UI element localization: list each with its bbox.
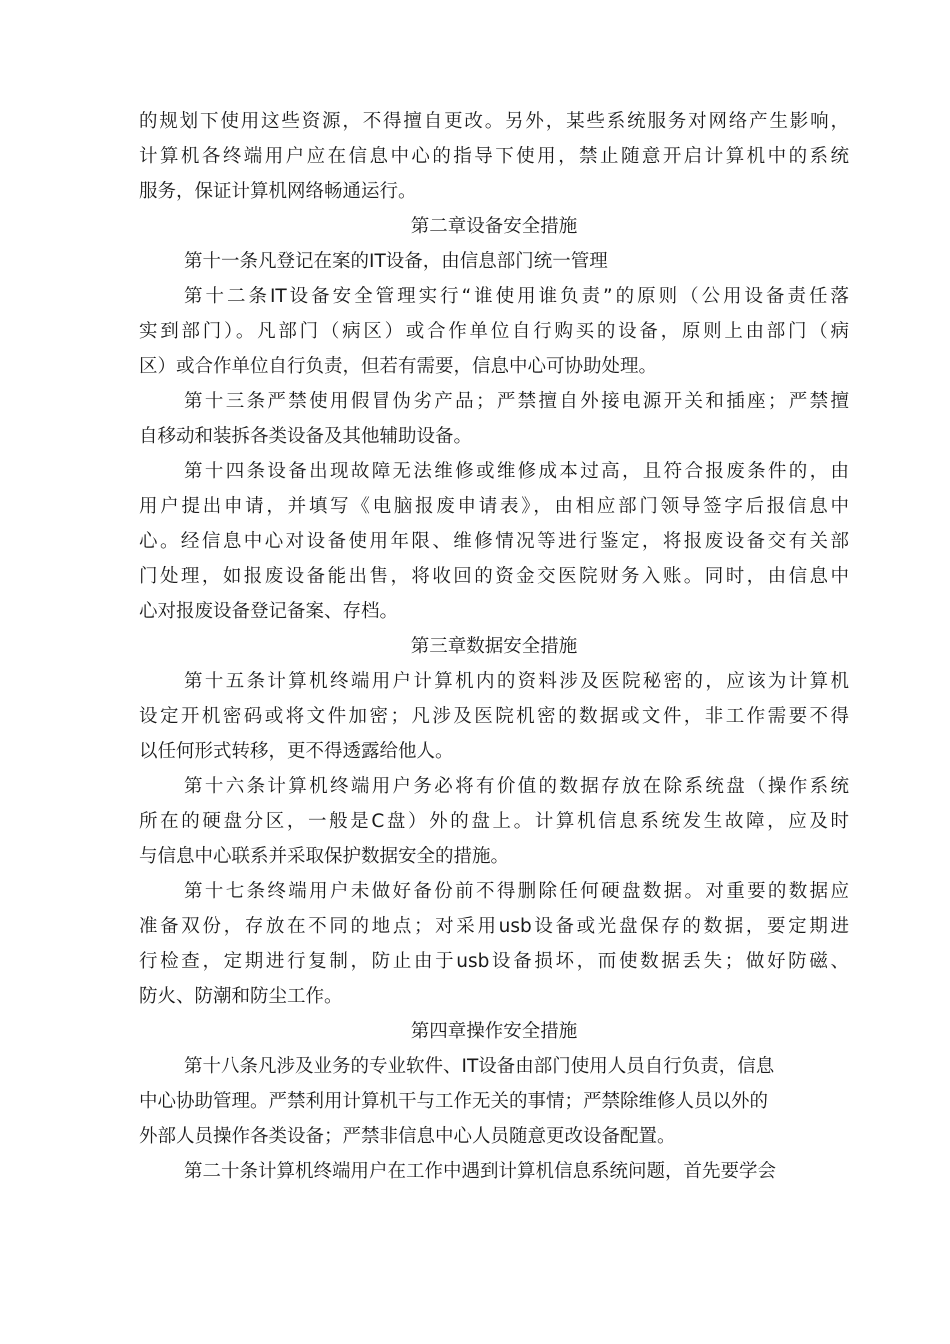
paragraph-line: 自移动和装拆各类设备及其他辅助设备。	[139, 426, 473, 447]
article-line: 第二十条计算机终端用户在工作中遇到计算机信息系统问题，首先要学会	[184, 1161, 777, 1182]
paragraph-line: 门处理，如报废设备能出售，将收回的资金交医院财务入账。同时，由信息中	[139, 566, 849, 587]
paragraph-line: 心对报废设备登记备案、存档。	[139, 601, 399, 622]
paragraph-line: 行检查，定期进行复制，防止由于usb设备损坏，而使数据丢失；做好防磁、	[139, 951, 849, 972]
paragraph-line: 与信息中心联系并采取保护数据安全的措施。	[139, 846, 510, 867]
article-line: 第十一条凡登记在案的IT设备，由信息部门统一管理	[184, 251, 608, 272]
paragraph-line: 中心协助管理。严禁利用计算机干与工作无关的事情；严禁除维修人员以外的	[139, 1091, 769, 1112]
paragraph-line: 心。经信息中心对设备使用年限、维修情况等进行鉴定，将报废设备交有关部	[139, 531, 849, 552]
article-line: 第十七条终端用户未做好备份前不得删除任何硬盘数据。对重要的数据应	[184, 881, 849, 902]
paragraph-line: 的规划下使用这些资源，不得擅自更改。另外，某些系统服务对网络产生影响，	[139, 111, 849, 132]
document-page	[139, 104, 849, 1189]
paragraph-line: 区）或合作单位自行负责，但若有需要，信息中心可协助处理。	[139, 356, 658, 377]
article-line: 第十三条严禁使用假冒伪劣产品；严禁擅自外接电源开关和插座；严禁擅	[184, 391, 849, 412]
paragraph-line: 服务，保证计算机网络畅通运行。	[139, 181, 417, 202]
paragraph-line: 准备双份，存放在不同的地点；对采用usb设备或光盘保存的数据，要定期进	[139, 916, 849, 937]
paragraph-line: 外部人员操作各类设备；严禁非信息中心人员随意更改设备配置。	[139, 1126, 676, 1147]
paragraph-line: 以任何形式转移，更不得透露给他人。	[139, 741, 454, 762]
article-line: 第十八条凡涉及业务的专业软件、IT设备由部门使用人员自行负责，信息	[184, 1056, 775, 1077]
chapter-heading: 第二章设备安全措施	[410, 216, 578, 237]
paragraph-line: 计算机各终端用户应在信息中心的指导下使用，禁止随意开启计算机中的系统	[139, 146, 849, 167]
article-line: 第十二条IT设备安全管理实行“谁使用谁负责”的原则（公用设备责任落	[184, 286, 849, 307]
article-line: 第十五条计算机终端用户计算机内的资料涉及医院秘密的，应该为计算机	[184, 671, 849, 692]
article-line: 第十六条计算机终端用户务必将有价值的数据存放在除系统盘（操作系统	[184, 776, 849, 797]
paragraph-line: 所在的硬盘分区，一般是C盘）外的盘上。计算机信息系统发生故障，应及时	[139, 811, 849, 832]
paragraph-line: 设定开机密码或将文件加密；凡涉及医院机密的数据或文件，非工作需要不得	[139, 706, 849, 727]
chapter-heading: 第四章操作安全措施	[410, 1021, 578, 1042]
paragraph-line: 防火、防潮和防尘工作。	[139, 986, 343, 1007]
paragraph-line: 用户提出申请，并填写《电脑报废申请表》，由相应部门领导签字后报信息中	[139, 496, 849, 517]
article-line: 第十四条设备出现故障无法维修或维修成本过高，且符合报废条件的，由	[184, 461, 849, 482]
paragraph-line: 实到部门）。凡部门（病区）或合作单位自行购买的设备，原则上由部门（病	[139, 321, 849, 342]
chapter-heading: 第三章数据安全措施	[410, 636, 578, 657]
